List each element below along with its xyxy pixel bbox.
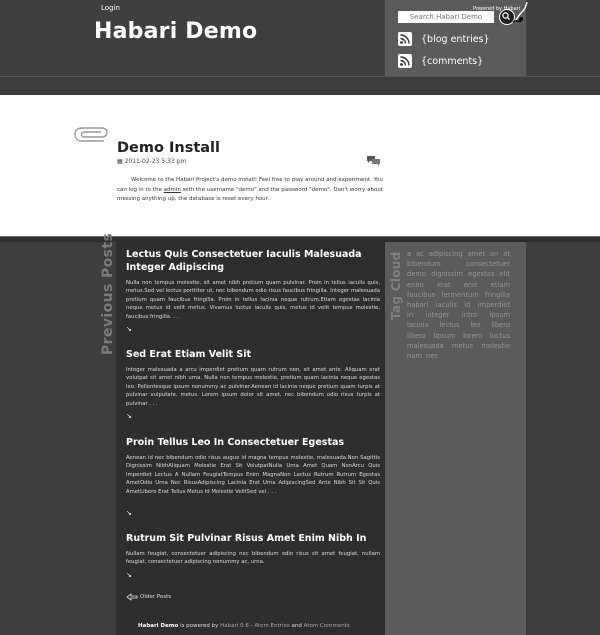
habari-link[interactable]: Habari 0.6 [220, 623, 249, 629]
comments-icon[interactable] [366, 155, 381, 167]
tag-link[interactable]: adipiscing [428, 250, 463, 258]
nav-bar [0, 76, 600, 95]
tag-link[interactable]: lectus [439, 321, 460, 330]
previous-posts-label: Previous Posts [100, 232, 116, 355]
search-input[interactable] [398, 11, 494, 23]
tag-link[interactable]: faucibus [407, 290, 436, 299]
feed-comments-row[interactable] [398, 54, 483, 68]
entry-excerpt: Nullam feugiat, consectetuer adipiscing nec bibendum odio risus sit amet feugiat, nullam feugiat, consectetuer adipiscing nonummy ac, urna. [126, 551, 380, 566]
tag-link[interactable]: at [503, 250, 510, 258]
read-more-arrow-icon[interactable]: ↘ [126, 412, 132, 420]
calendar-icon: ▦ [117, 158, 123, 165]
tag-link[interactable]: in [407, 311, 414, 320]
tag-link[interactable]: libero [491, 321, 510, 330]
tag-link[interactable]: malesuada [407, 341, 444, 350]
tag-link[interactable]: enim [407, 280, 424, 289]
tag-link[interactable]: a [407, 250, 412, 258]
admin-link[interactable]: admin [163, 186, 181, 193]
tag-link[interactable]: integer [425, 311, 450, 320]
login-link[interactable]: Login [101, 4, 120, 12]
atom-comments-link[interactable]: Atom Comments [303, 623, 350, 629]
tag-link[interactable]: imperdiet [477, 301, 510, 310]
rss-icon [398, 54, 412, 68]
entry-excerpt: Aenean id nec bibendum odio risus augue id magna tempus molestie, malesuada.Non Sagittis Dignissim NibhAliquam Molestie Erat Sit VolutpatNulla Urna Amet Quam NonArcu Quis Imperdiet Lectus A Nullam FeugiatTempus Enim MagnaNon Lectus Rutrum Rutrum Egestas AmetOdio Urna Nec RisusAdipiscing Lacinia Erat Urna AdipiscingSed Ante Nibh Sit Sit Quis AmetLibero Erat Tellus Metus Id Molestie VelitSed vel . . . [126, 455, 380, 495]
tag-link[interactable]: metus [452, 341, 474, 350]
older-posts-link[interactable]: Older Posts [140, 594, 172, 600]
rss-icon [398, 32, 412, 46]
tag-link[interactable]: iaculis [435, 301, 457, 310]
tag-cloud [407, 249, 512, 361]
entry-title[interactable]: Proin Tellus Leo In Consectetuer Egestas [126, 437, 345, 448]
tag-link[interactable]: elit [499, 270, 510, 279]
tag-link[interactable]: lacinia [407, 321, 429, 330]
habari-logo-icon[interactable] [512, 0, 530, 24]
tag-link[interactable]: amet [467, 250, 485, 258]
tag-link[interactable]: erat [437, 280, 451, 289]
tag-link[interactable]: ipsum [489, 311, 510, 320]
post-body: Welcome to the Habari Project's demo install! Feel free to play around and experiment. You can log in to the admin with the username "demo" and the password "demo". Don't worry about messing anything up, the database is reset every hour. [117, 177, 383, 202]
tag-link[interactable]: intro [461, 311, 478, 320]
tag-link[interactable]: lipsum [433, 331, 456, 340]
feed-comments-link[interactable]: {comments} [421, 55, 484, 67]
tag-link[interactable]: libero [407, 331, 426, 340]
tag-link[interactable]: leo [470, 321, 481, 330]
tag-link[interactable]: etiam [490, 280, 510, 289]
post-date-text: 2011-02-23 5:33 pm [124, 158, 187, 165]
tag-link[interactable]: consectetuer [466, 260, 510, 269]
back-arrow-icon[interactable] [126, 593, 138, 601]
tag-link[interactable]: an [489, 250, 499, 258]
tag-link[interactable]: luctus [489, 331, 510, 340]
tag-link[interactable]: habari [407, 301, 429, 310]
entry-excerpt: Nulla non tempus molestie, sit amet nibh pretium quam pulvinar. Proin in tellus iaculis quis, metus.Sed vel lectus porttitor ut, nec bibendum odio risus faucibus fringilla. Integer malesuada pretium quam faucibus fringilla. Proin in tellus lacinia neque rutrum.Etiam egestas lacinia neque metus id velit metus. Vivamus luctus iaculis quis, metus id velit tempus molestie, faucibus fringilla. . . [126, 280, 380, 320]
read-more-arrow-icon[interactable]: ↘ [126, 571, 132, 579]
tag-link[interactable]: ac [416, 250, 424, 258]
entry-title[interactable]: Lectus Quis Consectetuer Iaculis Malesuada Integer Adipiscing [126, 249, 362, 273]
feed-entries-link[interactable]: {blog entries} [421, 33, 490, 45]
atom-entries-link[interactable]: Atom Entries [254, 623, 290, 629]
paperclip-icon [74, 125, 108, 147]
tag-link[interactable]: nam [407, 352, 422, 361]
featured-post [0, 95, 600, 236]
tag-cloud-label: Tag Cloud [389, 251, 403, 320]
site-title[interactable]: Habari Demo [94, 19, 258, 44]
entry-title[interactable]: Rutrum Sit Pulvinar Risus Amet Enim Nibh In [126, 533, 367, 544]
feed-entries-row[interactable] [398, 32, 490, 46]
tag-link[interactable]: id [464, 301, 471, 310]
footer-site-name: Habari Demo [138, 623, 179, 629]
read-more-arrow-icon[interactable]: ↘ [126, 509, 132, 517]
post-title[interactable]: Demo Install [117, 140, 220, 156]
tag-link[interactable]: bibendum [407, 260, 441, 269]
tag-link[interactable]: fringilla [484, 290, 510, 299]
post-date [117, 158, 186, 165]
powered-by-text[interactable]: Powered by Habari [473, 6, 521, 12]
tag-link[interactable]: fermentum [441, 290, 479, 299]
entry-title[interactable]: Sed Erat Etiam Velit Sit [126, 349, 252, 360]
tag-link[interactable]: demo [407, 270, 426, 279]
tag-link[interactable]: dignissim [431, 270, 463, 279]
footer: Habari Demo is powered by Habari 0.6 - Atom Entries and Atom Comments [138, 623, 350, 629]
tag-link[interactable]: nec [426, 352, 439, 361]
read-more-arrow-icon[interactable]: ↘ [126, 325, 132, 333]
tag-link[interactable]: lorem [463, 331, 483, 340]
tag-link[interactable]: egestas [468, 270, 495, 279]
tag-link[interactable]: molestie [481, 341, 510, 350]
entry-excerpt: Integer malesuada a arcu imperdiet pretium quam rutrum non, sit amet ante. Aliquam erat volutpat sit amet nibh urna. Nulla non tempus molestie, pretium quam lacinia neque egestas leo. Pellentesque ipsum nonummy ac pulvinar.Aenean id lacinia neque pretium quam turpis at pulvinar vulputate, metus. Lorem ipsum dolor sit amet, nec bibendum odio risus turpis at pulvinar . . . [126, 367, 380, 407]
tag-link[interactable]: erat [463, 280, 478, 289]
